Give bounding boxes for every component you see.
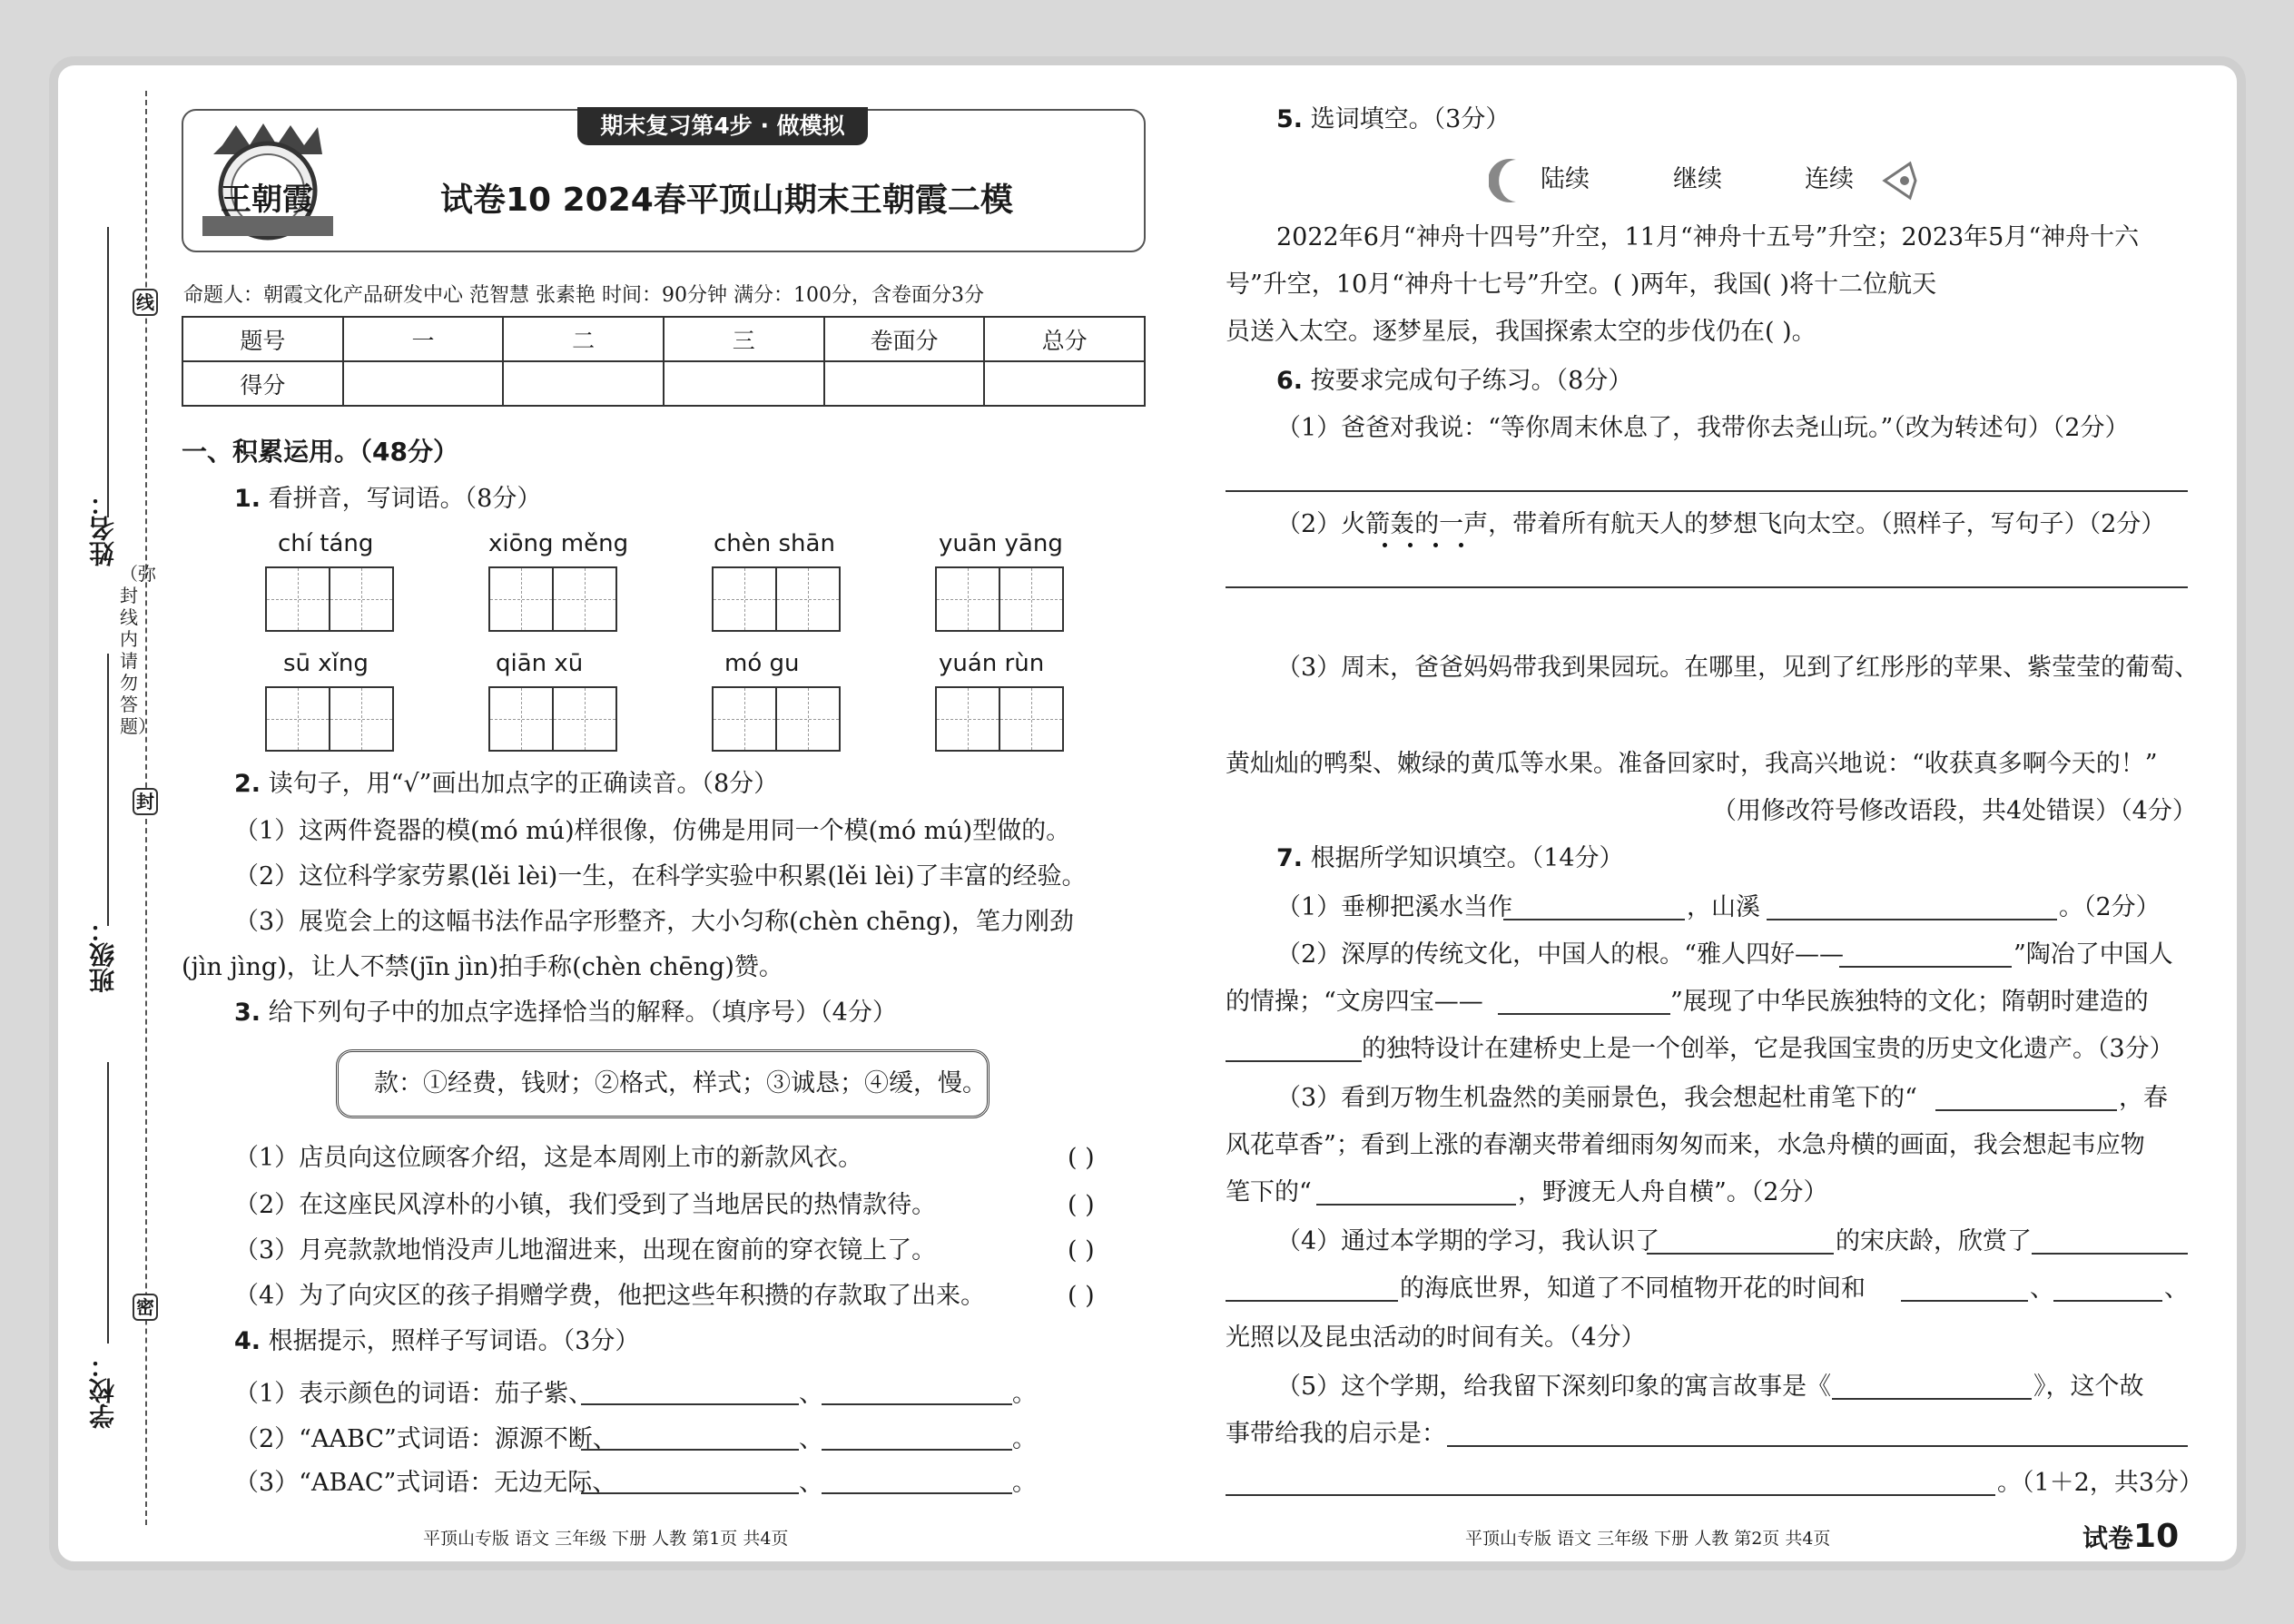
- question-number: 5.: [1276, 105, 1304, 133]
- page-footer-left: 平顶山专版 语文 三年级 下册 人教 第1页 共4页: [423, 1529, 789, 1549]
- question-2: [234, 768, 778, 801]
- pinyin-label: mó gu: [724, 650, 800, 677]
- question-4: [234, 1325, 639, 1358]
- writing-grid[interactable]: [999, 686, 1064, 752]
- answer-blank[interactable]: [1935, 1109, 2117, 1111]
- answer-blank[interactable]: [1503, 919, 1685, 920]
- pinyin-label: yuán rùn: [939, 650, 1045, 677]
- answer-blank[interactable]: [1498, 1013, 1670, 1015]
- score-input[interactable]: [503, 361, 664, 406]
- q3-line-3: （3）月亮款款地悄没声儿地溜进来，出现在窗前的穿衣镜上了。: [234, 1236, 937, 1265]
- question-text: 读句子，用“√”画出加点字的正确读音。（8分）: [268, 770, 779, 798]
- emphasis-dot: [1408, 543, 1413, 547]
- q7-text: 光照以及昆虫活动的时间有关。（4分）: [1226, 1324, 1646, 1352]
- answer-blank[interactable]: [1767, 919, 2057, 920]
- answer-blank[interactable]: [822, 1449, 1012, 1451]
- q7-text: ，春: [2119, 1084, 2168, 1112]
- exam-info: 命题人：朝霞文化产品研发中心 范智慧 张素艳 时间：90分钟 满分：100分，含卷面分3分: [183, 284, 984, 307]
- paper-label: [2082, 1518, 2179, 1555]
- line-end: 。: [1012, 1469, 1037, 1497]
- q7-text: ”陶冶了中国人: [2013, 940, 2173, 969]
- section-heading: 一、积累运用。（48分）: [182, 437, 458, 467]
- question-text: 根据提示，照样子写词语。（3分）: [268, 1327, 640, 1355]
- q5-line-3: 员送入太空。逐梦星辰，我国探索太空的步伐仍在( )。: [1226, 318, 1816, 346]
- separator: 、: [799, 1425, 823, 1453]
- name-field[interactable]: [107, 227, 109, 517]
- question-text: 根据所学知识填空。（14分）: [1310, 844, 1624, 872]
- q5-line-2: 号”升空，10月“神舟十七号”升空。( )两年，我国( )将十二位航天: [1226, 271, 1937, 299]
- answer-blank[interactable]: [822, 1403, 1012, 1405]
- q6-line-3c: （用修改符号修改语段，共4处错误）（4分）: [1712, 797, 2197, 825]
- table-cell: 总分: [984, 317, 1145, 361]
- q7-text: 》，这个故: [2033, 1373, 2144, 1401]
- binding-char-seal: 封: [133, 788, 158, 815]
- answer-blank[interactable]: [2053, 1300, 2162, 1302]
- binding-note: （弥封线内请勿答题）: [120, 563, 156, 737]
- class-field[interactable]: [107, 654, 109, 926]
- answer-blank[interactable]: [1226, 1494, 1995, 1496]
- question-number: 4.: [234, 1327, 261, 1355]
- q4-line-2: （2）“AABC”式词语：源源不断、: [234, 1425, 617, 1453]
- writing-grid[interactable]: [488, 686, 554, 752]
- question-text: 按要求完成句子练习。（8分）: [1310, 367, 1633, 395]
- rocket-icon: [1879, 156, 1921, 205]
- q7-text: 的宋庆龄，欣赏了: [1836, 1227, 2032, 1255]
- pinyin-label: chèn shān: [714, 530, 835, 557]
- question-number: 3.: [234, 999, 261, 1027]
- q2-line-2: （2）这位科学家劳累(lěi lèi)一生，在科学实验中积累(lěi lèi)了丰富的经验。: [234, 862, 1087, 891]
- q7-text: （4）通过本学期的学习，我认识了: [1276, 1227, 1660, 1255]
- q7-text: （1）垂柳把溪水当作: [1276, 893, 1513, 921]
- question-text: 看拼音，写词语。（8分）: [268, 485, 542, 513]
- q4-line-1: （1）表示颜色的词语：茄子紫、: [234, 1380, 594, 1408]
- table-cell: 一: [343, 317, 504, 361]
- answer-blank[interactable]: [581, 1403, 799, 1405]
- name-label: 姓名：: [88, 490, 118, 566]
- page-footer-right: 平顶山专版 语文 三年级 下册 人教 第2页 共4页: [1465, 1529, 1831, 1549]
- emphasis-dot: [1433, 543, 1438, 547]
- q7-text: （2）深厚的传统文化，中国人的根。“雅人四好——: [1276, 940, 1844, 969]
- answer-blank[interactable]: [1832, 1398, 2032, 1400]
- q5-line-1: 2022年6月“神舟十四号”升空，11月“神舟十五号”升空；2023年5月“神舟十六: [1276, 223, 2140, 251]
- answer-blank[interactable]: [1316, 1204, 1516, 1206]
- answer-line[interactable]: [1226, 586, 2188, 588]
- score-input[interactable]: [824, 361, 985, 406]
- header-banner: 期末复习第4步 · 做模拟: [577, 107, 868, 145]
- q7-text: （5）这个学期，给我留下深刻印象的寓言故事是《: [1276, 1373, 1832, 1401]
- pinyin-label: yuān yāng: [939, 530, 1063, 557]
- paper-label-text: 试卷: [2082, 1523, 2134, 1553]
- class-label: 班级：: [88, 917, 118, 993]
- line-end: 。: [1012, 1380, 1037, 1408]
- exam-title: 试卷10 2024春平顶山期末王朝霞二模: [440, 182, 1013, 219]
- answer-blank[interactable]: [1226, 1300, 1398, 1302]
- separator: 、: [2164, 1275, 2189, 1303]
- q7-text: 笔下的“: [1226, 1178, 1312, 1206]
- word-option: 连续: [1805, 165, 1854, 193]
- q7-text: 事带给我的启示是：: [1226, 1420, 1446, 1448]
- moon-icon: [1489, 156, 1525, 205]
- logo-text: 王朝霞: [221, 182, 313, 218]
- q6-line-2: （2）火箭轰的一声，带着所有航天人的梦想飞向太空。（照样子，写句子）（2分）: [1276, 510, 2166, 538]
- line-end: 。: [1012, 1425, 1037, 1453]
- q7-text: 风花草香”；看到上涨的春潮夹带着细雨匆匆而来，水急舟横的画面，我会想起韦应物: [1226, 1131, 2145, 1159]
- question-number: 7.: [1276, 844, 1304, 872]
- school-label: 学校：: [88, 1353, 118, 1429]
- logo: [195, 118, 340, 245]
- answer-blank[interactable]: [1447, 1445, 2188, 1447]
- word-option: 陆续: [1541, 165, 1590, 193]
- school-field[interactable]: [107, 1062, 109, 1343]
- q7-text: 的海底世界，知道了不同植物开花的时间和: [1400, 1275, 1866, 1303]
- answer-paren[interactable]: ( ): [1068, 1236, 1095, 1265]
- question-6: [1276, 365, 1632, 398]
- writing-grid[interactable]: [552, 566, 617, 632]
- writing-grid[interactable]: [775, 686, 841, 752]
- q7-text: 。（1＋2，共3分）: [1997, 1469, 2204, 1497]
- question-number: 6.: [1276, 367, 1304, 395]
- answer-paren[interactable]: ( ): [1068, 1282, 1095, 1310]
- writing-grid[interactable]: [329, 566, 394, 632]
- paper-number: 10: [2133, 1518, 2180, 1555]
- q7-text: （3）看到万物生机盎然的美丽景色，我会想起杜甫笔下的“: [1276, 1084, 1917, 1112]
- table-cell: 卷面分: [824, 317, 985, 361]
- writing-grid[interactable]: [488, 566, 554, 632]
- q7-text: ，山溪: [1687, 893, 1760, 921]
- answer-blank[interactable]: [581, 1492, 799, 1494]
- question-5: [1276, 103, 1510, 136]
- q7-text: ，野渡无人舟自横”。（2分）: [1518, 1178, 1828, 1206]
- answer-line[interactable]: [1226, 490, 2188, 492]
- question-text: 给下列句子中的加点字选择恰当的解释。（填序号）（4分）: [268, 999, 897, 1027]
- writing-grid[interactable]: [935, 566, 1000, 632]
- q2-line-3: （3）展览会上的这幅书法作品字形整齐，大小匀称(chèn chēng)，笔力刚劲: [234, 908, 1074, 936]
- table-cell: 二: [503, 317, 664, 361]
- question-1: [234, 483, 541, 516]
- answer-blank[interactable]: [581, 1449, 799, 1451]
- binding-char-line: 线: [133, 289, 158, 316]
- writing-grid[interactable]: [712, 566, 777, 632]
- score-input[interactable]: [984, 361, 1145, 406]
- writing-grid[interactable]: [265, 566, 330, 632]
- q3-line-2: （2）在这座民风淳朴的小镇，我们受到了当地居民的热情款待。: [234, 1191, 937, 1219]
- q6-line-3a: （3）周末，爸爸妈妈带我到果园玩。在哪里，见到了红彤彤的苹果、紫莹莹的葡萄、: [1276, 654, 2200, 682]
- writing-grid[interactable]: [935, 686, 1000, 752]
- question-number: 2.: [234, 770, 261, 798]
- q7-text: ”展现了中华民族独特的文化；隋朝时建造的: [1670, 988, 2149, 1016]
- writing-grid[interactable]: [999, 566, 1064, 632]
- q4-line-3: （3）“ABAC”式词语：无边无际、: [234, 1469, 617, 1497]
- q7-text: 。（2分）: [2059, 893, 2161, 921]
- emphasis-dot: [1383, 543, 1387, 547]
- pinyin-label: xiōng měng: [488, 530, 629, 557]
- binding-char-dense: 密: [133, 1294, 158, 1321]
- table-cell: 题号: [182, 317, 343, 361]
- separator: 、: [799, 1469, 823, 1497]
- pinyin-label: sū xǐng: [283, 650, 369, 677]
- question-number: 1.: [234, 485, 261, 513]
- writing-grid[interactable]: [265, 686, 330, 752]
- answer-blank[interactable]: [1901, 1300, 2028, 1302]
- writing-grid[interactable]: [552, 686, 617, 752]
- score-input[interactable]: [343, 361, 504, 406]
- table-cell: 三: [664, 317, 824, 361]
- q7-text: 的情操；“文房四宝——: [1226, 988, 1483, 1016]
- q6-line-3b: 黄灿灿的鸭梨、嫩绿的黄瓜等水果。准备回家时，我高兴地说：“收获真多啊今天的！”: [1226, 750, 2158, 778]
- answer-blank[interactable]: [1839, 966, 2012, 968]
- question-3: [234, 997, 897, 1029]
- question-7: [1276, 842, 1624, 875]
- q3-line-1: （1）店员向这位顾客介绍，这是本周刚上市的新款风衣。: [234, 1144, 863, 1172]
- writing-grid[interactable]: [329, 686, 394, 752]
- question-text: 选词填空。（3分）: [1310, 105, 1511, 133]
- score-table: [182, 316, 1146, 407]
- pinyin-label: chí táng: [278, 530, 374, 557]
- answer-blank[interactable]: [1226, 1060, 1362, 1062]
- definition-text: 款：①经费，钱财；②格式，样式；③诚恳；④缓，慢。: [374, 1069, 987, 1097]
- q2-line-4: (jìn jìng)，让人不禁(jīn jìn)拍手称(chèn chēng)赞。: [182, 953, 783, 981]
- answer-blank[interactable]: [822, 1492, 1012, 1494]
- answer-paren[interactable]: ( ): [1068, 1144, 1095, 1172]
- q7-text: 的独特设计在建桥史上是一个创举，它是我国宝贵的历史文化遗产。（3分）: [1362, 1035, 2174, 1063]
- score-input[interactable]: [664, 361, 824, 406]
- separator: 、: [799, 1380, 823, 1408]
- answer-blank[interactable]: [2032, 1253, 2188, 1255]
- separator: 、: [2030, 1275, 2054, 1303]
- table-cell: 得分: [182, 361, 343, 406]
- q3-line-4: （4）为了向灾区的孩子捐赠学费，他把这些年积攒的存款取了出来。: [234, 1282, 986, 1310]
- emphasis-dot: [1459, 543, 1463, 547]
- q2-line-1: （1）这两件瓷器的模(mó mú)样很像，仿佛是用同一个模(mó mú)型做的。: [234, 817, 1071, 845]
- word-option: 继续: [1673, 165, 1722, 193]
- q6-line-1: （1）爸爸对我说：“等你周末休息了，我带你去尧山玩。”（改为转述句）（2分）: [1276, 414, 2130, 442]
- writing-grid[interactable]: [775, 566, 841, 632]
- answer-paren[interactable]: ( ): [1068, 1191, 1095, 1219]
- writing-grid[interactable]: [712, 686, 777, 752]
- pinyin-label: qiān xū: [496, 650, 584, 677]
- answer-blank[interactable]: [1647, 1253, 1834, 1255]
